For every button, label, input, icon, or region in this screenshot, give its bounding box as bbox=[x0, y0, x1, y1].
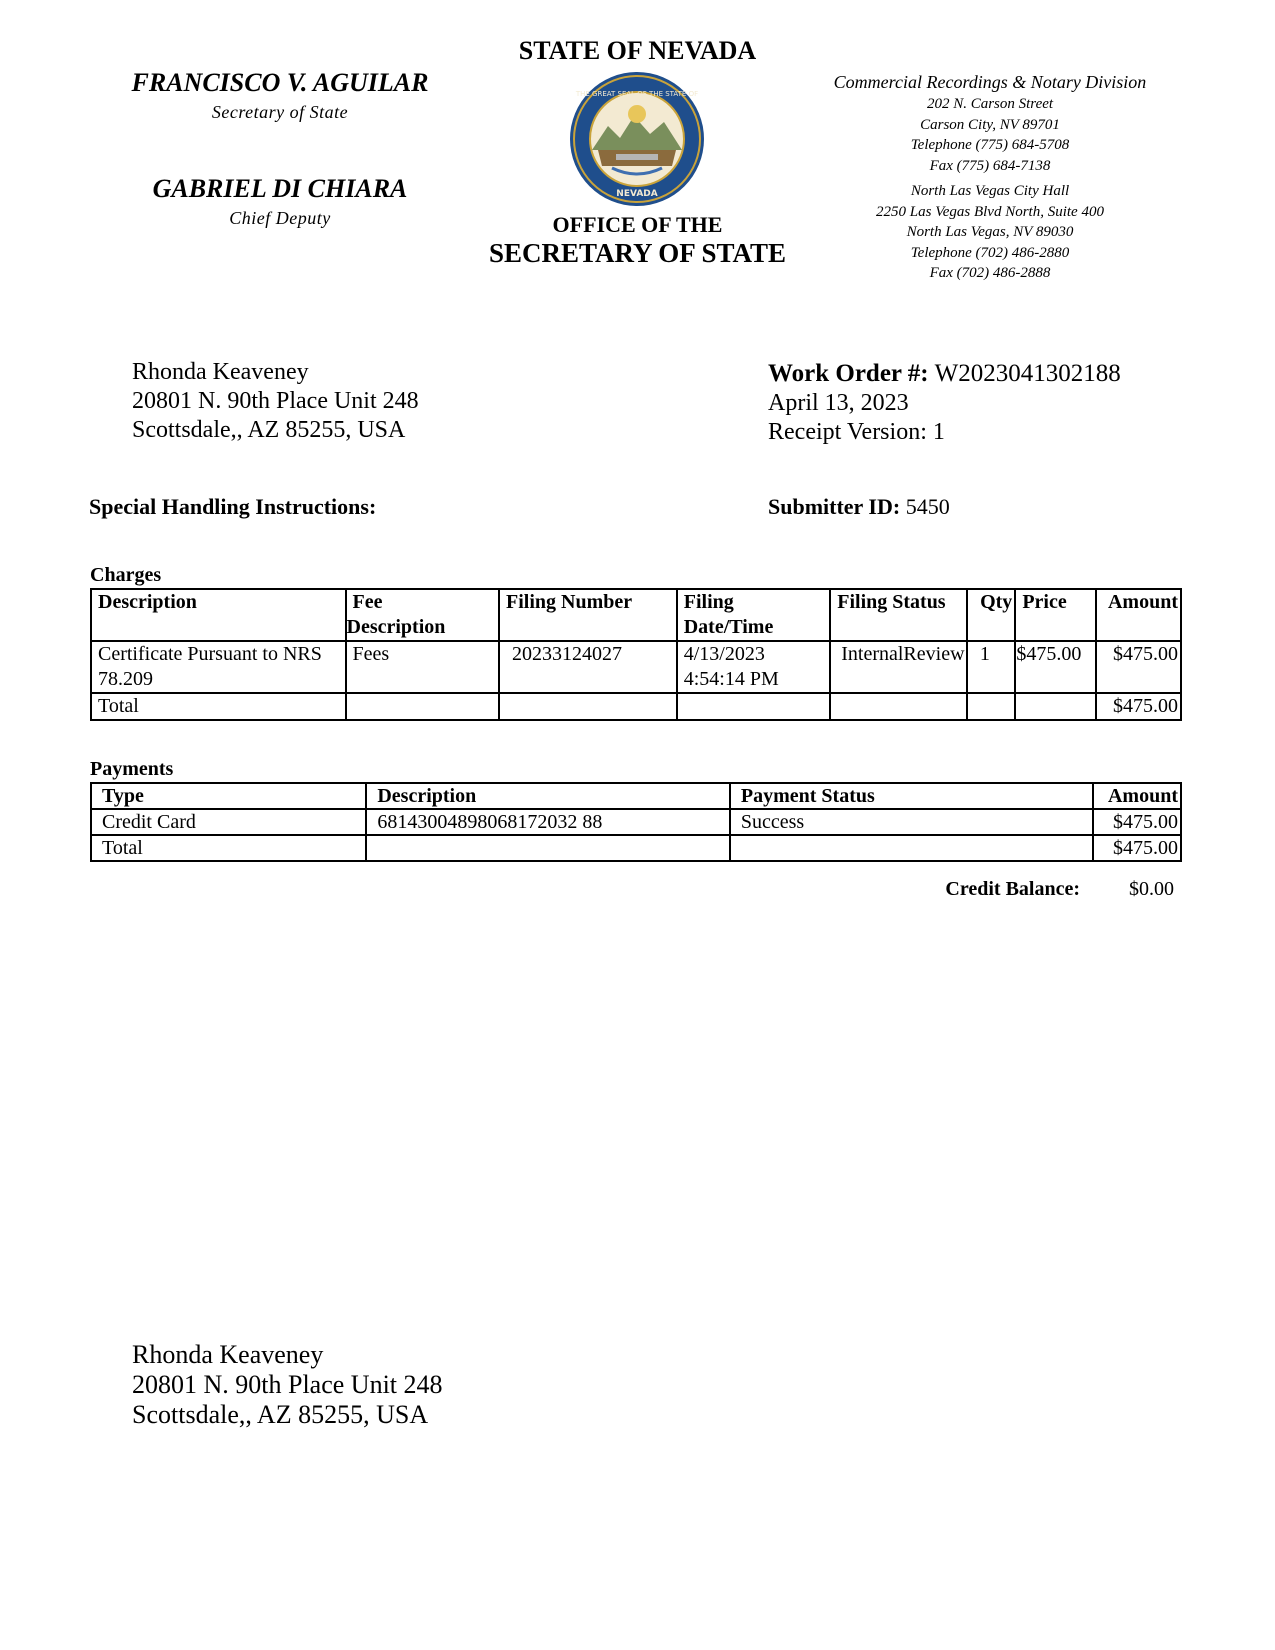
charge-amount: $475.00 bbox=[1096, 641, 1181, 693]
charges-col-filing-datetime: Filing Date/Time bbox=[677, 589, 831, 641]
chief-deputy-name: GABRIEL DI CHIARA bbox=[152, 174, 408, 203]
recipient-name: Rhonda Keaveney bbox=[132, 359, 309, 385]
recipient-city-bottom: Scottsdale,, AZ 85255, USA bbox=[132, 1400, 429, 1429]
secretary-of-state-name: FRANCISCO V. AGUILAR bbox=[131, 68, 429, 97]
special-handling-label: Special Handling Instructions: bbox=[89, 494, 377, 519]
submitter-label: Submitter ID: bbox=[768, 494, 901, 519]
nevada-state-seal-icon bbox=[568, 70, 706, 208]
recipient-name-bottom: Rhonda Keaveney bbox=[132, 1340, 324, 1369]
secretary-of-state-label: SECRETARY OF STATE bbox=[488, 238, 787, 268]
charges-table bbox=[90, 588, 1182, 721]
charges-col-price: Price bbox=[1015, 589, 1096, 641]
charge-filing-status: InternalReview bbox=[830, 641, 967, 693]
payments-total-amount: $475.00 bbox=[1093, 835, 1181, 861]
recipient-street-bottom: 20801 N. 90th Place Unit 248 bbox=[132, 1370, 443, 1399]
payment-status: Success bbox=[730, 809, 1093, 835]
seal-ring-text-bottom: NEVADA bbox=[616, 189, 658, 199]
credit-balance-label: Credit Balance: bbox=[945, 878, 1080, 900]
table-row bbox=[91, 641, 1181, 693]
payments-header-row bbox=[91, 783, 1181, 809]
payments-col-description: Description bbox=[366, 783, 730, 809]
carson-fax: Fax (775) 684-7138 bbox=[929, 157, 1051, 174]
recipient-address bbox=[132, 358, 419, 445]
recipient-street: 20801 N. 90th Place Unit 248 bbox=[132, 388, 419, 414]
charges-col-filing-number: Filing Number bbox=[499, 589, 677, 641]
carson-telephone: Telephone (775) 684-5708 bbox=[910, 137, 1070, 153]
payment-type: Credit Card bbox=[91, 809, 366, 835]
submitter-value: 5450 bbox=[905, 494, 950, 519]
charge-fee-description: Fees bbox=[346, 641, 500, 693]
payments-col-status: Payment Status bbox=[730, 783, 1093, 809]
payments-col-type: Type bbox=[91, 783, 366, 809]
payments-total-row bbox=[91, 835, 1181, 861]
recipient-address-bottom bbox=[132, 1340, 443, 1430]
charge-price: $475.00 bbox=[1015, 641, 1096, 693]
charges-header-row bbox=[91, 589, 1181, 641]
secretary-of-state-title: Secretary of State bbox=[211, 102, 349, 122]
credit-balance-value: $0.00 bbox=[1129, 878, 1174, 900]
payment-description: 68143004898068172032 88 bbox=[366, 809, 730, 835]
state-title: STATE OF NEVADA bbox=[518, 36, 757, 65]
table-row bbox=[91, 809, 1181, 835]
charges-col-description: Description bbox=[91, 589, 346, 641]
seal-ring-text-top: THE GREAT SEAL OF THE STATE OF bbox=[575, 90, 699, 98]
payments-col-amount: Amount bbox=[1093, 783, 1181, 809]
charges-col-filing-status: Filing Status bbox=[830, 589, 967, 641]
charge-qty: 1 bbox=[967, 641, 1015, 693]
charge-filing-number: 20233124027 bbox=[499, 641, 677, 693]
charges-total-label: Total bbox=[91, 693, 346, 720]
lv-office-name: North Las Vegas City Hall bbox=[910, 183, 1070, 199]
submitter-id bbox=[768, 494, 950, 520]
receipt-version: Receipt Version: 1 bbox=[768, 419, 945, 445]
work-order-block bbox=[768, 359, 1121, 447]
division-name: Commercial Recordings & Notary Division bbox=[833, 72, 1147, 92]
charges-col-fee-description: Fee Description bbox=[346, 589, 500, 641]
charges-col-qty: Qty bbox=[967, 589, 1015, 641]
charges-col-amount: Amount bbox=[1096, 589, 1181, 641]
carson-street: 202 N. Carson Street bbox=[926, 96, 1054, 112]
work-order-label: Work Order #: bbox=[768, 360, 929, 387]
lv-telephone: Telephone (702) 486-2880 bbox=[910, 244, 1070, 261]
charges-label: Charges bbox=[90, 564, 162, 586]
carson-city: Carson City, NV 89701 bbox=[920, 116, 1060, 133]
lv-street: 2250 Las Vegas Blvd North, Suite 400 bbox=[876, 203, 1104, 220]
lv-city: North Las Vegas, NV 89030 bbox=[906, 224, 1074, 240]
division-contact-block bbox=[800, 70, 1180, 284]
chief-deputy-title: Chief Deputy bbox=[229, 208, 331, 228]
payments-label: Payments bbox=[90, 758, 174, 780]
payments-table bbox=[90, 782, 1182, 862]
recipient-city: Scottsdale,, AZ 85255, USA bbox=[132, 417, 406, 443]
payment-amount: $475.00 bbox=[1093, 809, 1181, 835]
charge-description: Certificate Pursuant to NRS 78.209 bbox=[91, 641, 346, 693]
office-of-the-label: OFFICE OF THE bbox=[552, 212, 723, 237]
charges-total-row bbox=[91, 693, 1181, 720]
charges-total-amount: $475.00 bbox=[1096, 693, 1181, 720]
lv-fax: Fax (702) 486-2888 bbox=[929, 265, 1051, 281]
payments-total-label: Total bbox=[91, 835, 366, 861]
work-order-date: April 13, 2023 bbox=[768, 390, 909, 416]
charge-filing-datetime: 4/13/2023 4:54:14 PM bbox=[677, 641, 831, 693]
work-order-number: W2023041302188 bbox=[934, 360, 1121, 387]
